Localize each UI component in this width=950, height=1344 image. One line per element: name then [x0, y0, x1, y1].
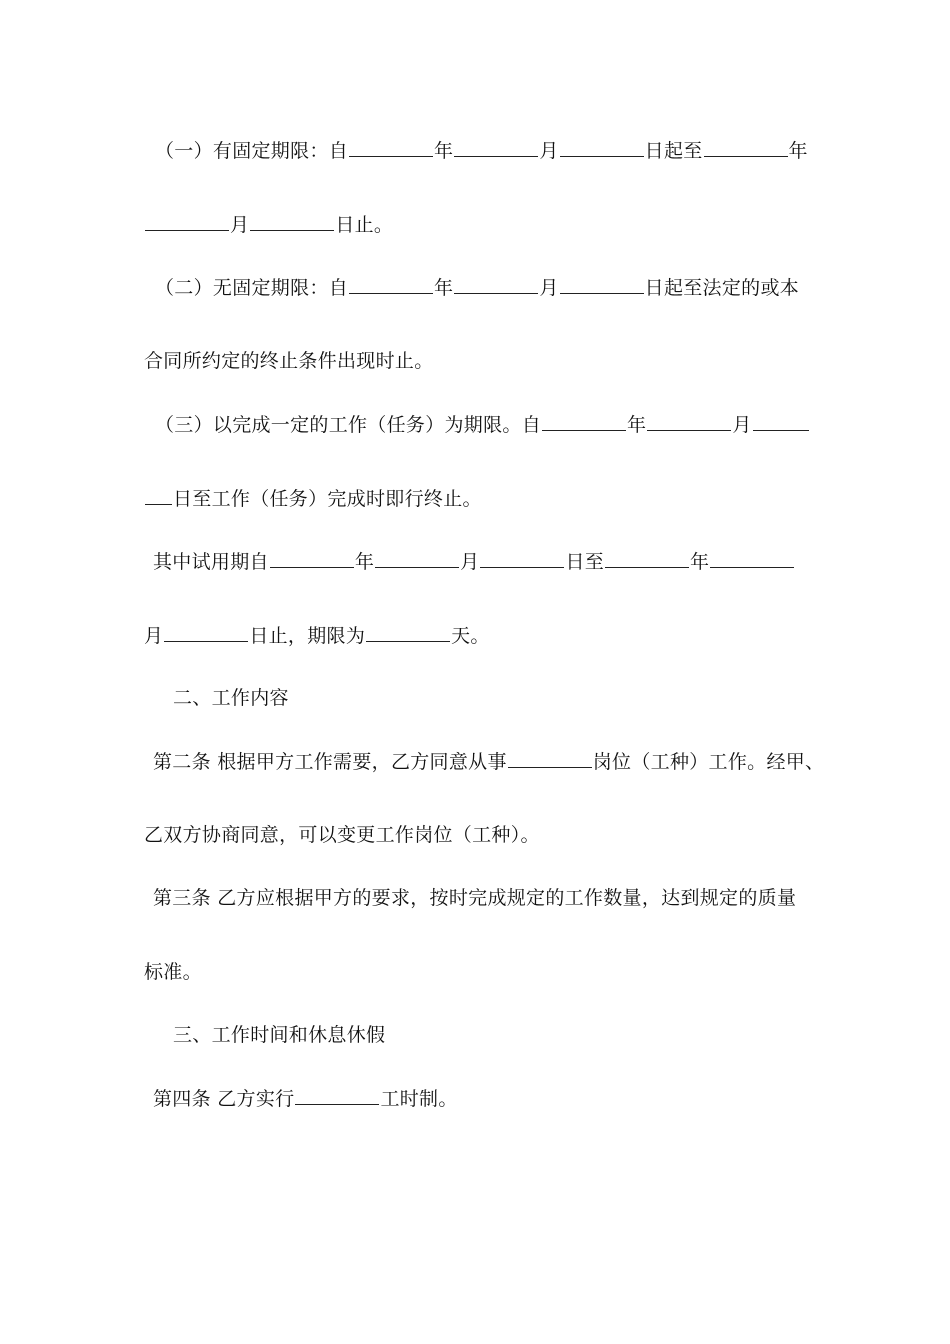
blank-field[interactable]: [710, 549, 794, 568]
blank-field[interactable]: [145, 486, 172, 505]
blank-field[interactable]: [508, 749, 592, 768]
blank-field[interactable]: [753, 412, 809, 431]
blank-field[interactable]: [145, 212, 229, 231]
blank-field[interactable]: [454, 138, 538, 157]
probation-line: 其中试用期自 年 月 日至 年: [153, 549, 795, 574]
blank-field[interactable]: [295, 1086, 379, 1105]
article-4-line: 第四条 乙方实行 工时制。: [153, 1088, 458, 1110]
blank-field[interactable]: [349, 275, 433, 294]
blank-field[interactable]: [605, 549, 689, 568]
blank-field[interactable]: [647, 412, 731, 431]
blank-field[interactable]: [454, 275, 538, 294]
article-3-line-cont: 标准。: [144, 961, 202, 983]
probation-line-cont: 月 日止，期限为 天。: [144, 625, 490, 647]
article-2-line: 第二条 根据甲方工作需要，乙方同意从事 岗位（工种）工作。经甲、: [153, 751, 825, 773]
blank-field[interactable]: [480, 549, 564, 568]
term-task-line-cont: 日至工作（任务）完成时即行终止。: [144, 486, 482, 511]
blank-field[interactable]: [704, 138, 788, 157]
article-3-line: 第三条 乙方应根据甲方的要求，按时完成规定的工作数量，达到规定的质量: [153, 887, 797, 909]
blank-field[interactable]: [250, 212, 334, 231]
article-2-line-cont: 乙双方协商同意，可以变更工作岗位（工种）。: [144, 824, 540, 846]
blank-field[interactable]: [349, 138, 433, 157]
blank-field[interactable]: [375, 549, 459, 568]
blank-field[interactable]: [542, 412, 626, 431]
term-open-line: （二）无固定期限：自 年 月 日起至法定的或本: [155, 277, 800, 299]
blank-field[interactable]: [164, 623, 248, 642]
blank-field[interactable]: [560, 275, 644, 294]
section-heading-work-hours: 三、工作时间和休息休假: [173, 1024, 386, 1046]
term-fixed-line-cont: 月 日止。: [144, 212, 393, 237]
term-fixed-line: （一）有固定期限：自 年 月 日起至 年: [155, 140, 808, 162]
term-open-line-cont: 合同所约定的终止条件出现时止。: [144, 350, 434, 372]
section-heading-work-content: 二、工作内容: [173, 687, 289, 709]
term-task-line: （三）以完成一定的工作（任务）为期限。自 年 月: [155, 412, 810, 437]
blank-field[interactable]: [560, 138, 644, 157]
blank-field[interactable]: [366, 623, 450, 642]
blank-field[interactable]: [270, 549, 354, 568]
